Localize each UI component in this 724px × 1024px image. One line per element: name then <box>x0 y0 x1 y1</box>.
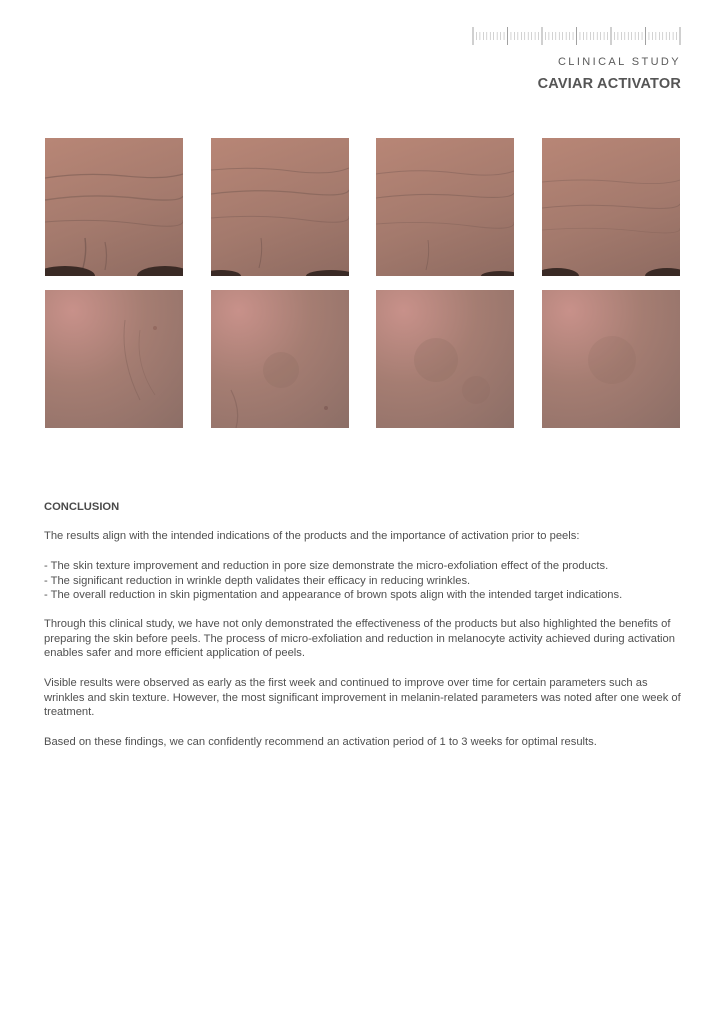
list-item: - The skin texture improvement and reduction in pore size demonstrate the micro-exfoliation effect of the products. <box>44 560 609 572</box>
skin-photo-forehead-1 <box>45 138 183 276</box>
conclusion-heading: CONCLUSION <box>44 501 120 513</box>
skin-photo-forehead-3 <box>376 138 514 276</box>
conclusion-bullet-list <box>44 559 684 603</box>
skin-photo-cheek-3 <box>376 290 514 428</box>
conclusion-paragraph-1: Through this clinical study, we have not only demonstrated the effectiveness of the products but also highlighted the benefits of preparing the skin before peels. The process of micro-exfoliation and reduction in melanocyte activity achieved during activation enables safer and more efficient application of peels. <box>44 618 675 660</box>
list-item: - The significant reduction in wrinkle depth validates their efficacy in reducing wrinkles. <box>44 574 471 587</box>
skin-photo-cheek-1 <box>45 290 183 428</box>
conclusion-paragraph-2: Visible results were observed as early as the first week and continued to improve over time for certain parameters such as wrinkles and skin texture. However, the most significant improvement in melanin-related parameters was noted after one week of treatment. <box>44 677 681 719</box>
header-kicker: CLINICAL STUDY <box>557 56 681 68</box>
skin-photo-forehead-4 <box>542 138 680 276</box>
conclusion-intro: The results align with the intended indications of the products and the importance of activation prior to peels: <box>44 530 580 542</box>
skin-photo-cheek-4 <box>542 290 680 428</box>
list-item: - The overall reduction in skin pigmentation and appearance of brown spots align with the intended target indications. <box>44 589 623 602</box>
conclusion-paragraph-3: Based on these findings, we can confidently recommend an activation period of 1 to 3 weeks for optimal results. <box>44 736 597 748</box>
skin-photo-cheek-2 <box>211 290 349 428</box>
skin-photo-forehead-2 <box>211 138 349 276</box>
header-title: CAVIAR ACTIVATOR <box>537 76 681 92</box>
ruler-decoration <box>472 25 682 47</box>
